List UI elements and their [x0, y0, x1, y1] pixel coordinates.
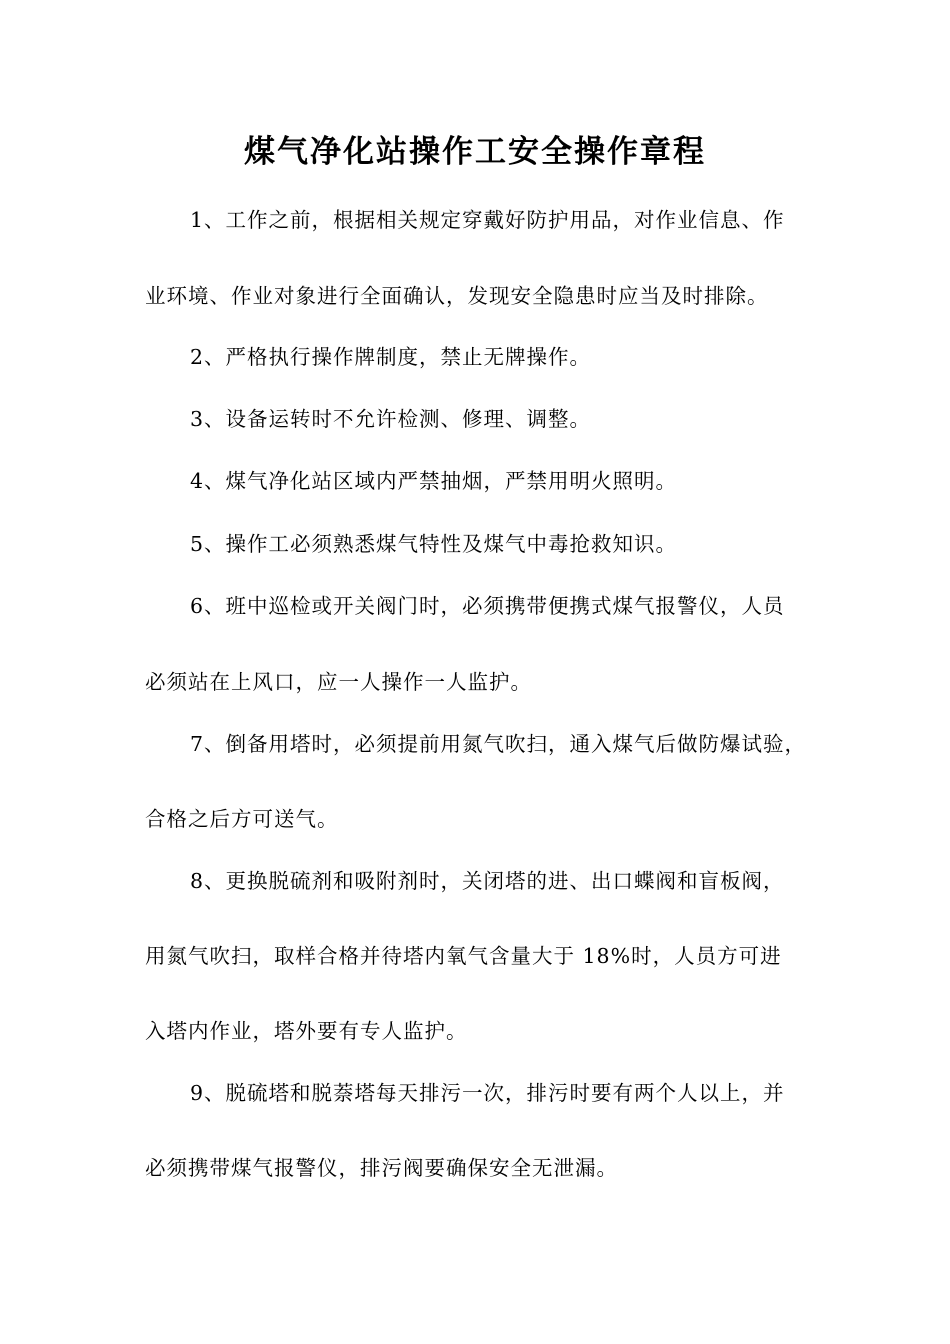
item-9-line-1: 9、脱硫塔和脱萘塔每天排污一次，排污时要有两个人以上，并: [190, 1081, 785, 1105]
item-7-line-2: 合格之后方可送气。: [145, 807, 339, 831]
item-2-line-1: 2、严格执行操作牌制度，禁止无牌操作。: [190, 345, 592, 369]
item-7-line-1: 7、倒备用塔时，必须提前用氮气吹扫，通入煤气后做防爆试验，: [190, 732, 807, 756]
item-8-line-2: 用氮气吹扫，取样合格并待塔内氧气含量大于 18%时，人员方可进: [145, 944, 782, 968]
item-4-line-1: 4、煤气净化站区域内严禁抽烟，严禁用明火照明。: [190, 469, 678, 493]
document-title: 煤气净化站操作工安全操作章程: [244, 134, 706, 170]
item-1-line-2: 业环境、作业对象进行全面确认，发现安全隐患时应当及时排除。: [145, 284, 769, 308]
item-9-line-2: 必须携带煤气报警仪，排污阀要确保安全无泄漏。: [145, 1156, 618, 1180]
item-5-line-1: 5、操作工必须熟悉煤气特性及煤气中毒抢救知识。: [190, 532, 678, 556]
item-8-line-1: 8、更换脱硫剂和吸附剂时，关闭塔的进、出口蝶阀和盲板阀，: [190, 869, 785, 893]
item-8-line-3: 入塔内作业，塔外要有专人监护。: [145, 1019, 468, 1043]
item-6-line-1: 6、班中巡检或开关阀门时，必须携带便携式煤气报警仪，人员: [190, 594, 785, 618]
item-6-line-2: 必须站在上风口，应一人操作一人监护。: [145, 670, 532, 694]
item-3-line-1: 3、设备运转时不允许检测、修理、调整。: [190, 407, 592, 431]
item-1-line-1: 1、工作之前，根据相关规定穿戴好防护用品，对作业信息、作: [190, 208, 785, 232]
